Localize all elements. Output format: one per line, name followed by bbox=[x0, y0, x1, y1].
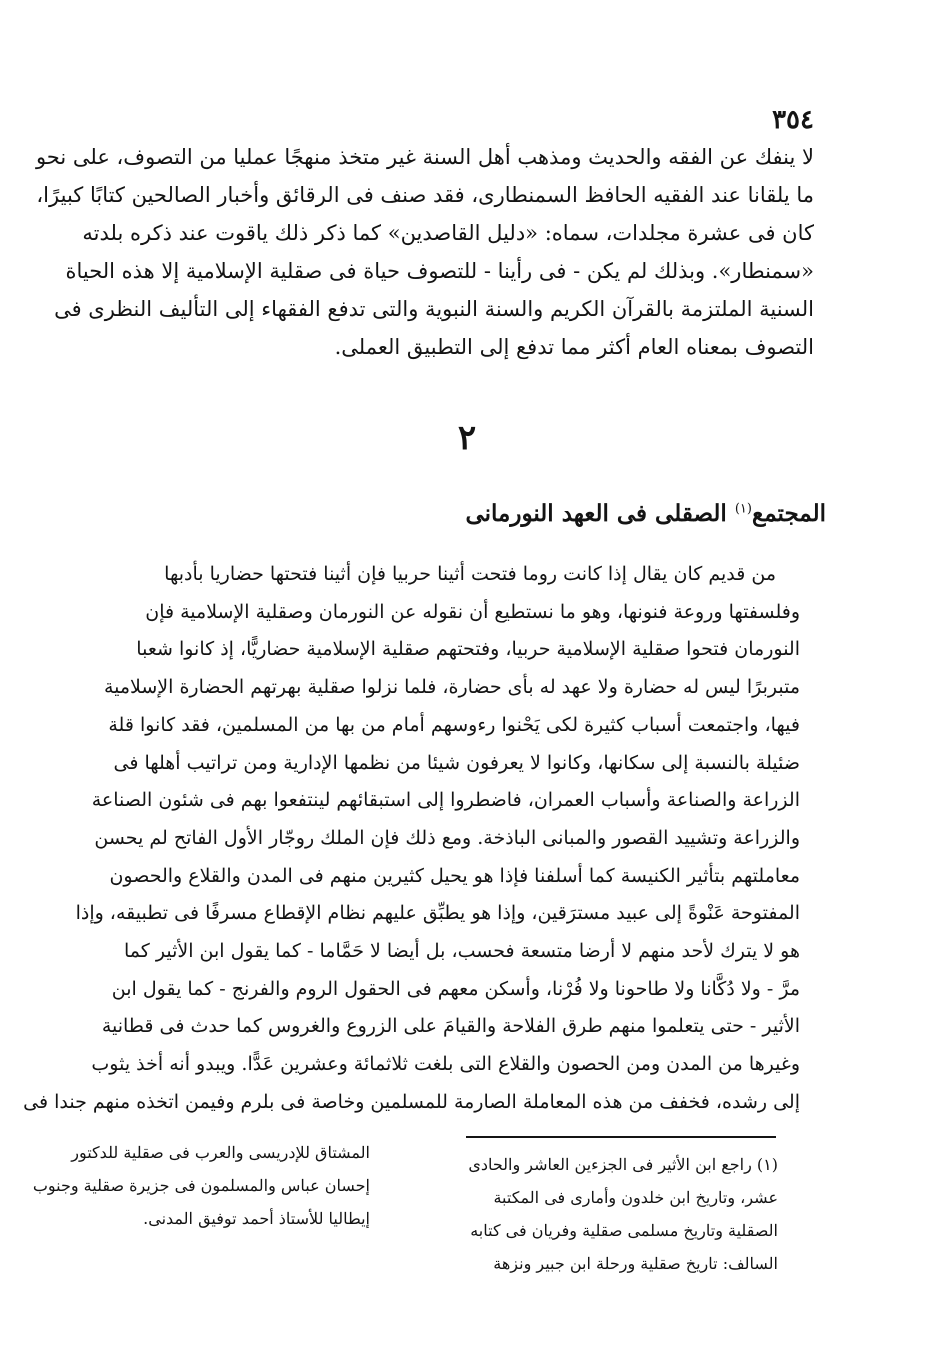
text-line: متبربرًا ليس له حضارة ولا عهد له بأى حضارة، فلما نزلوا صقلية بهرتهم الحضارة الإسلامية bbox=[103, 676, 800, 699]
footnote-line: إيطاليا للأستاذ أحمد توفيق المدنى. bbox=[143, 1209, 370, 1228]
text-line: السنية الملتزمة بالقرآن الكريم والسنة النبوية والتى تدفع الفقهاء إلى التأليف النظرى فى bbox=[54, 297, 814, 321]
footnote-column-left bbox=[32, 1136, 370, 1235]
text-line: النورمان فتحوا صقلية الإسلامية حربيا، وفتحتهم صقلية الإسلامية حضاريًّا، إذ كانوا شعبا bbox=[136, 638, 800, 661]
text-line: وفلسفتها وروعة فنونها، وهو ما نستطيع أن نقوله عن النورمان وصقلية الإسلامية فإن bbox=[145, 600, 800, 623]
text-line: من قديم كان يقال إذا كانت روما فتحت أثينا حربيا فإن أثينا فتحتها حضاريا بأدبها bbox=[164, 563, 776, 585]
text-line: والزراعة وتشييد القصور والمبانى الباذخة. ومع ذلك فإن الملك روجّار الأول الفاتح لم يحسن bbox=[94, 826, 800, 849]
text-line: معاملتهم بتأثير الكنيسة كما أسلفنا فإذا هو يحيل كثيرين منهم فى المدن والقلاع والحصون bbox=[109, 864, 800, 887]
text-line: هو لا يترك لأحد منهم لا أرضا متسعة فحسب، بل أيضا لا حَمَّاما - كما يقول ابن الأثير كما bbox=[124, 940, 800, 963]
text-line: مرَّ - ولا دُكَّانا ولا طاحونا ولا فُرْنا، وأسكن معهم فى الحقول الروم والفرنج - كما يقول ابن bbox=[111, 977, 800, 1000]
paragraph-norman-society bbox=[23, 556, 800, 1122]
paragraph-sufism bbox=[35, 138, 814, 366]
footnote-line: السالف: تاريخ صقلية ورحلة ابن جبير ونزهة bbox=[493, 1254, 778, 1273]
text-line: المفتوحة عَنْوةً إلى عبيد مسترَقين، وإذا هو يطبِّق عليهم نظام الإقطاع مسرفًا فى تطبيقه، وإذا bbox=[75, 902, 800, 925]
heading-text-end: الصقلى فى العهد النورمانى bbox=[465, 500, 735, 527]
text-line: فيها، واجتمعت أسباب كثيرة لكى يَحْنوا رءوسهم أمام من بها من المسلمين، فقد كانوا قلة bbox=[108, 713, 800, 736]
footnote-line: إحسان عباس والمسلمون فى جزيرة صقلية وجنوب bbox=[32, 1176, 370, 1195]
footnote-separator bbox=[466, 1136, 776, 1138]
footnote-column-right bbox=[458, 1148, 778, 1280]
text-line: ما يلقانا عند الفقيه الحافظ السمنطارى، فقد صنف فى الرقائق وأخبار الصالحين كتابًا كبيرًا، bbox=[36, 183, 814, 207]
section-heading bbox=[465, 500, 826, 527]
section-number: ٢ bbox=[457, 418, 477, 458]
footnote-reference: (١) bbox=[734, 501, 752, 517]
page-number: ٣٥٤ bbox=[772, 105, 814, 135]
text-line: وغيرها من المدن ومن الحصون والقلاع التى بلغت ثلاثمائة وعشرين عَدًّا. ويبدو أنه أخذ يثوب bbox=[91, 1053, 800, 1076]
text-line: «سمنطار». وبذلك لم يكن - فى رأينا - للتصوف حياة فى صقلية الإسلامية إلا هذه الحياة bbox=[65, 259, 814, 283]
footnote-line: المشتاق للإدريسى والعرب فى صقلية للدكتور bbox=[71, 1143, 370, 1162]
footnote-line: الصقلية وتاريخ مسلمى صقلية وفريان فى كتابه bbox=[470, 1221, 778, 1240]
heading-text-start: المجتمع bbox=[751, 500, 826, 527]
text-line: لا ينفك عن الفقه والحديث ومذهب أهل السنة غير متخذ منهجًا عمليا من التصوف، على نحو bbox=[35, 145, 814, 169]
text-line: الزراعة والصناعة وأسباب العمران، فاضطروا إلى استبقائهم لينتفعوا بهم فى شئون الصناعة bbox=[91, 789, 800, 812]
footnote-line: (١) راجع ابن الأثير فى الجزءين العاشر والحادى bbox=[468, 1155, 778, 1174]
text-line: الأثير - حتى يتعلموا منهم طرق الفلاحة والقيامَ على الزروع والغروس كما حدث فى قطانية bbox=[101, 1015, 800, 1038]
text-line: إلى رشده، فخفف من هذه المعاملة الصارمة للمسلمين وخاصة فى بلرم وفيمن اتخذه منهم جندا فى bbox=[23, 1090, 800, 1113]
text-line: ضئيلة بالنسبة إلى سكانها، وكانوا لا يعرفون شيئا من نظمها الإدارية ومن تراتيب أهلها فى bbox=[113, 751, 800, 774]
text-line: كان فى عشرة مجلدات، سماه: «دليل القاصدين» كما ذكر ذلك ياقوت عند ذكره بلدته bbox=[82, 221, 814, 245]
text-line: التصوف بمعناه العام أكثر مما تدفع إلى التطبيق العملى. bbox=[334, 335, 814, 359]
footnote-line: عشر، وتاريخ ابن خلدون وأمارى فى المكتبة bbox=[493, 1188, 778, 1207]
